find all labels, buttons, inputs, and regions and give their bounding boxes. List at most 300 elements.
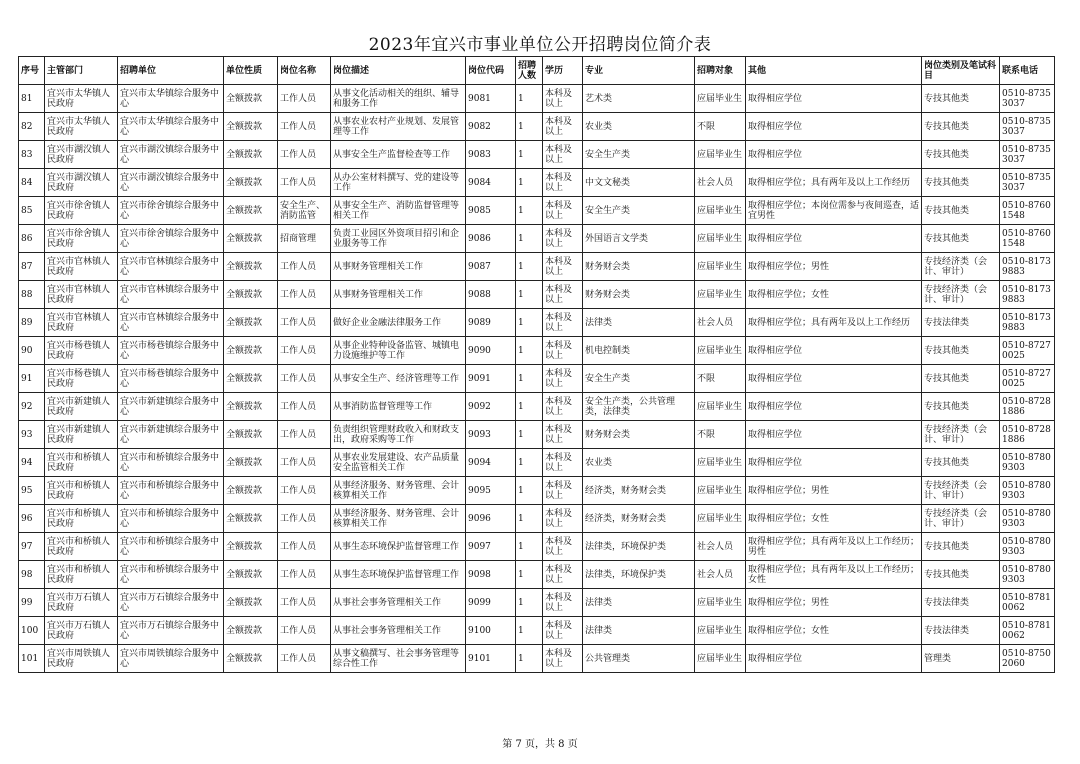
table-cell: 社会人员 [695,309,746,337]
table-cell: 本科及以上 [543,281,583,309]
table-cell: 从事经济服务、财务管理、会计核算相关工作 [331,477,466,505]
table-cell: 负责工业园区外资项目招引和企业服务等工作 [331,225,466,253]
table-row [19,645,1055,673]
table-cell: 0510-87601548 [1000,225,1055,253]
table-cell: 从事安全生产、经济管理等工作 [331,365,466,393]
table-cell: 宜兴市和桥镇综合服务中心 [118,477,224,505]
table-cell: 宜兴市和桥镇人民政府 [45,505,118,533]
table-cell: 宜兴市太华镇人民政府 [45,113,118,141]
table-cell: 0510-87809303 [1000,505,1055,533]
table-cell: 专技其他类 [922,561,1000,589]
table-cell: 财务财会类 [583,253,695,281]
table-cell: 从事生态环境保护监督管理工作 [331,533,466,561]
table-cell: 9091 [466,365,516,393]
table-cell: 工作人员 [278,85,331,113]
table-row [19,85,1055,113]
table-cell: 9096 [466,505,516,533]
column-header: 专业 [583,57,695,85]
table-cell: 从事财务管理相关工作 [331,281,466,309]
table-cell: 专技其他类 [922,225,1000,253]
table-cell: 9087 [466,253,516,281]
table-cell: 全额拨款 [224,253,278,281]
table-cell: 宜兴市和桥镇人民政府 [45,477,118,505]
table-cell: 0510-87353037 [1000,141,1055,169]
table-cell: 本科及以上 [543,561,583,589]
table-cell: 0510-87353037 [1000,169,1055,197]
table-cell: 专技经济类（会计、审计） [922,505,1000,533]
table-cell: 0510-87353037 [1000,113,1055,141]
table-cell: 机电控制类 [583,337,695,365]
table-cell: 本科及以上 [543,337,583,365]
table-cell: 从事文化活动相关的组织、辅导和服务工作 [331,85,466,113]
table-cell: 取得相应学位 [746,393,922,421]
table-cell: 81 [19,85,45,113]
table-cell: 0510-81739883 [1000,253,1055,281]
table-cell: 9082 [466,113,516,141]
table-cell: 外国语言文学类 [583,225,695,253]
table-cell: 95 [19,477,45,505]
table-cell: 97 [19,533,45,561]
table-cell: 0510-87809303 [1000,449,1055,477]
table-cell: 农业类 [583,449,695,477]
table-cell: 1 [516,561,543,589]
table-cell: 本科及以上 [543,477,583,505]
table-cell: 招商管理 [278,225,331,253]
table-cell: 取得相应学位 [746,449,922,477]
column-header: 岗位代码 [466,57,516,85]
table-cell: 宜兴市和桥镇人民政府 [45,561,118,589]
table-cell: 专技其他类 [922,533,1000,561]
table-cell: 1 [516,617,543,645]
table-cell: 农业类 [583,113,695,141]
table-cell: 9086 [466,225,516,253]
table-cell: 本科及以上 [543,225,583,253]
table-cell: 宜兴市新建镇人民政府 [45,421,118,449]
table-cell: 0510-87809303 [1000,477,1055,505]
table-cell: 96 [19,505,45,533]
table-cell: 应届毕业生 [695,85,746,113]
column-header: 其他 [746,57,922,85]
table-cell: 宜兴市官林镇人民政府 [45,253,118,281]
table-cell: 9088 [466,281,516,309]
table-cell: 艺术类 [583,85,695,113]
table-row [19,253,1055,281]
page-title: 2023年宜兴市事业单位公开招聘岗位简介表 [368,35,712,55]
table-cell: 1 [516,533,543,561]
table-cell: 本科及以上 [543,393,583,421]
table-cell: 全额拨款 [224,281,278,309]
table-cell: 全额拨款 [224,561,278,589]
table-cell: 9098 [466,561,516,589]
table-cell: 应届毕业生 [695,449,746,477]
table-cell: 应届毕业生 [695,225,746,253]
table-cell: 取得相应学位 [746,113,922,141]
table-cell: 工作人员 [278,281,331,309]
table-cell: 0510-81739883 [1000,309,1055,337]
table-cell: 安全生产类，公共管理类，法律类 [583,393,695,421]
table-cell: 社会人员 [695,561,746,589]
table-row [19,449,1055,477]
table-cell: 宜兴市湖㳇镇人民政府 [45,141,118,169]
table-cell: 从事财务管理相关工作 [331,253,466,281]
table-cell: 9100 [466,617,516,645]
table-cell: 工作人员 [278,337,331,365]
table-cell: 宜兴市杨巷镇人民政府 [45,365,118,393]
table-cell: 应届毕业生 [695,253,746,281]
table-cell: 宜兴市太华镇人民政府 [45,85,118,113]
job-table [18,56,1055,673]
table-header-row [19,57,1055,85]
table-row [19,393,1055,421]
table-cell: 全额拨款 [224,197,278,225]
table-cell: 0510-87270025 [1000,337,1055,365]
table-cell: 安全生产类 [583,197,695,225]
table-cell: 取得相应学位；女性 [746,617,922,645]
table-cell: 1 [516,589,543,617]
table-cell: 取得相应学位；具有两年及以上工作经历 [746,309,922,337]
table-cell: 不限 [695,113,746,141]
table-cell: 全额拨款 [224,309,278,337]
column-header: 招聘人数 [516,57,543,85]
table-cell: 安全生产、消防监管 [278,197,331,225]
table-cell: 99 [19,589,45,617]
table-row [19,421,1055,449]
table-cell: 取得相应学位 [746,337,922,365]
table-cell: 9083 [466,141,516,169]
table-cell: 取得相应学位；具有两年及以上工作经历；女性 [746,561,922,589]
table-cell: 本科及以上 [543,141,583,169]
table-cell: 88 [19,281,45,309]
table-row [19,141,1055,169]
table-cell: 工作人员 [278,533,331,561]
table-cell: 公共管理类 [583,645,695,673]
table-cell: 宜兴市官林镇综合服务中心 [118,253,224,281]
column-header: 岗位类别及笔试科目 [922,57,1000,85]
table-cell: 1 [516,645,543,673]
table-cell: 工作人员 [278,169,331,197]
table-cell: 专技经济类（会计、审计） [922,421,1000,449]
table-cell: 从事社会事务管理相关工作 [331,589,466,617]
table-cell: 89 [19,309,45,337]
column-header: 序号 [19,57,45,85]
table-cell: 94 [19,449,45,477]
table-row [19,113,1055,141]
table-cell: 本科及以上 [543,645,583,673]
table-cell: 宜兴市杨巷镇综合服务中心 [118,337,224,365]
table-cell: 宜兴市和桥镇综合服务中心 [118,505,224,533]
table-cell: 宜兴市万石镇人民政府 [45,617,118,645]
table-cell: 工作人员 [278,113,331,141]
table-cell: 经济类，财务财会类 [583,477,695,505]
table-cell: 从事生态环境保护监督管理工作 [331,561,466,589]
table-cell: 本科及以上 [543,197,583,225]
table-cell: 9081 [466,85,516,113]
table-cell: 92 [19,393,45,421]
column-header: 岗位描述 [331,57,466,85]
table-row [19,337,1055,365]
table-cell: 1 [516,505,543,533]
table-cell: 1 [516,253,543,281]
table-cell: 全额拨款 [224,449,278,477]
table-cell: 9101 [466,645,516,673]
table-cell: 1 [516,169,543,197]
table-cell: 宜兴市和桥镇人民政府 [45,449,118,477]
table-row [19,505,1055,533]
table-cell: 应届毕业生 [695,337,746,365]
table-cell: 宜兴市万石镇综合服务中心 [118,617,224,645]
table-cell: 1 [516,281,543,309]
page-footer: 第 7 页，共 8 页 [502,739,578,750]
table-cell: 9092 [466,393,516,421]
table-cell: 专技法律类 [922,589,1000,617]
table-cell: 1 [516,141,543,169]
table-row [19,561,1055,589]
column-header: 学历 [543,57,583,85]
table-cell: 工作人员 [278,309,331,337]
table-cell: 应届毕业生 [695,197,746,225]
table-cell: 社会人员 [695,533,746,561]
table-cell: 专技其他类 [922,449,1000,477]
table-cell: 从事消防监督管理等工作 [331,393,466,421]
table-cell: 专技其他类 [922,197,1000,225]
table-cell: 本科及以上 [543,113,583,141]
table-cell: 应届毕业生 [695,617,746,645]
table-cell: 9099 [466,589,516,617]
table-cell: 1 [516,85,543,113]
table-row [19,533,1055,561]
table-cell: 本科及以上 [543,617,583,645]
table-cell: 全额拨款 [224,337,278,365]
table-cell: 宜兴市万石镇综合服务中心 [118,589,224,617]
table-cell: 全额拨款 [224,85,278,113]
table-cell: 宜兴市万石镇人民政府 [45,589,118,617]
table-cell: 取得相应学位 [746,141,922,169]
table-cell: 9084 [466,169,516,197]
table-cell: 专技经济类（会计、审计） [922,477,1000,505]
table-row [19,197,1055,225]
table-cell: 1 [516,337,543,365]
column-header: 单位性质 [224,57,278,85]
table-row [19,365,1055,393]
table-cell: 财务财会类 [583,421,695,449]
table-cell: 宜兴市徐舍镇综合服务中心 [118,225,224,253]
table-cell: 做好企业金融法律服务工作 [331,309,466,337]
table-cell: 法律类 [583,617,695,645]
table-cell: 本科及以上 [543,505,583,533]
table-cell: 0510-87810062 [1000,589,1055,617]
table-cell: 本科及以上 [543,169,583,197]
table-cell: 中文文秘类 [583,169,695,197]
table-cell: 负责组织管理财政收入和财政支出，政府采购等工作 [331,421,466,449]
table-cell: 取得相应学位；男性 [746,589,922,617]
table-cell: 宜兴市和桥镇综合服务中心 [118,449,224,477]
table-row [19,589,1055,617]
table-cell: 从事安全生产监督检查等工作 [331,141,466,169]
table-cell: 宜兴市周铁镇综合服务中心 [118,645,224,673]
table-cell: 宜兴市杨巷镇综合服务中心 [118,365,224,393]
table-cell: 85 [19,197,45,225]
table-cell: 宜兴市官林镇人民政府 [45,309,118,337]
table-cell: 不限 [695,365,746,393]
table-cell: 9097 [466,533,516,561]
column-header: 主管部门 [45,57,118,85]
table-cell: 工作人员 [278,141,331,169]
table-cell: 专技其他类 [922,169,1000,197]
table-cell: 82 [19,113,45,141]
table-cell: 全额拨款 [224,113,278,141]
table-cell: 全额拨款 [224,645,278,673]
table-cell: 9089 [466,309,516,337]
table-cell: 1 [516,113,543,141]
table-cell: 工作人员 [278,253,331,281]
table-cell: 应届毕业生 [695,589,746,617]
table-row [19,617,1055,645]
table-cell: 宜兴市和桥镇综合服务中心 [118,533,224,561]
table-cell: 宜兴市官林镇人民政府 [45,281,118,309]
table-cell: 全额拨款 [224,477,278,505]
table-cell: 工作人员 [278,449,331,477]
table-cell: 0510-87502060 [1000,645,1055,673]
table-cell: 本科及以上 [543,365,583,393]
table-cell: 1 [516,309,543,337]
table-cell: 工作人员 [278,589,331,617]
table-cell: 应届毕业生 [695,393,746,421]
table-cell: 1 [516,365,543,393]
table-cell: 全额拨款 [224,169,278,197]
table-cell: 专技其他类 [922,393,1000,421]
table-cell: 宜兴市太华镇综合服务中心 [118,85,224,113]
table-cell: 0510-87270025 [1000,365,1055,393]
table-cell: 宜兴市官林镇综合服务中心 [118,309,224,337]
table-cell: 取得相应学位；男性 [746,477,922,505]
table-cell: 全额拨款 [224,617,278,645]
table-cell: 从事农业农村产业规划、发展管理等工作 [331,113,466,141]
table-cell: 全额拨款 [224,505,278,533]
table-cell: 专技法律类 [922,617,1000,645]
table-cell: 安全生产类 [583,365,695,393]
table-cell: 应届毕业生 [695,281,746,309]
table-cell: 9094 [466,449,516,477]
column-header: 联系电话 [1000,57,1055,85]
table-cell: 取得相应学位；本岗位需参与夜间巡查，适宜男性 [746,197,922,225]
table-cell: 取得相应学位 [746,85,922,113]
table-cell: 本科及以上 [543,253,583,281]
table-cell: 宜兴市徐舍镇人民政府 [45,225,118,253]
table-cell: 工作人员 [278,421,331,449]
table-cell: 全额拨款 [224,533,278,561]
table-cell: 工作人员 [278,645,331,673]
table-cell: 取得相应学位；具有两年及以上工作经历；男性 [746,533,922,561]
table-cell: 从事经济服务、财务管理、会计核算相关工作 [331,505,466,533]
table-cell: 全额拨款 [224,393,278,421]
table-cell: 0510-81739883 [1000,281,1055,309]
table-cell: 专技其他类 [922,85,1000,113]
table-cell: 本科及以上 [543,589,583,617]
table-cell: 应届毕业生 [695,505,746,533]
table-cell: 宜兴市官林镇综合服务中心 [118,281,224,309]
table-cell: 0510-87601548 [1000,197,1055,225]
table-cell: 取得相应学位 [746,645,922,673]
table-row [19,169,1055,197]
table-cell: 98 [19,561,45,589]
table-cell: 法律类 [583,309,695,337]
table-cell: 91 [19,365,45,393]
table-cell: 取得相应学位；具有两年及以上工作经历 [746,169,922,197]
table-cell: 全额拨款 [224,365,278,393]
table-cell: 全额拨款 [224,589,278,617]
table-cell: 应届毕业生 [695,477,746,505]
table-cell: 不限 [695,421,746,449]
table-cell: 100 [19,617,45,645]
table-cell: 法律类，环境保护类 [583,561,695,589]
table-cell: 宜兴市杨巷镇人民政府 [45,337,118,365]
table-cell: 1 [516,421,543,449]
table-cell: 从事农业发展建设、农产品质量安全监管相关工作 [331,449,466,477]
table-row [19,477,1055,505]
table-cell: 宜兴市湖㳇镇综合服务中心 [118,141,224,169]
table-cell: 财务财会类 [583,281,695,309]
table-cell: 1 [516,477,543,505]
table-cell: 从事社会事务管理相关工作 [331,617,466,645]
table-cell: 取得相应学位；女性 [746,505,922,533]
table-cell: 101 [19,645,45,673]
table-cell: 9095 [466,477,516,505]
table-cell: 本科及以上 [543,85,583,113]
table-cell: 宜兴市太华镇综合服务中心 [118,113,224,141]
table-cell: 87 [19,253,45,281]
table-cell: 专技经济类（会计、审计） [922,253,1000,281]
column-header: 招聘单位 [118,57,224,85]
table-cell: 宜兴市湖㳇镇人民政府 [45,169,118,197]
table-cell: 应届毕业生 [695,141,746,169]
table-cell: 宜兴市和桥镇综合服务中心 [118,561,224,589]
table-cell: 宜兴市新建镇人民政府 [45,393,118,421]
column-header: 招聘对象 [695,57,746,85]
table-cell: 宜兴市徐舍镇人民政府 [45,197,118,225]
table-cell: 0510-87281886 [1000,393,1055,421]
table-cell: 从办公室材料撰写、党的建设等工作 [331,169,466,197]
table-row [19,281,1055,309]
table-cell: 本科及以上 [543,309,583,337]
table-cell: 法律类，环境保护类 [583,533,695,561]
table-cell: 法律类 [583,589,695,617]
table-cell: 宜兴市新建镇综合服务中心 [118,421,224,449]
table-cell: 取得相应学位；男性 [746,253,922,281]
table-cell: 宜兴市周铁镇人民政府 [45,645,118,673]
table-cell: 0510-87353037 [1000,85,1055,113]
table-cell: 专技其他类 [922,141,1000,169]
table-cell: 84 [19,169,45,197]
table-cell: 0510-87810062 [1000,617,1055,645]
table-cell: 9093 [466,421,516,449]
table-cell: 取得相应学位 [746,225,922,253]
table-row [19,225,1055,253]
table-cell: 宜兴市新建镇综合服务中心 [118,393,224,421]
table-cell: 专技法律类 [922,309,1000,337]
table-cell: 专技其他类 [922,365,1000,393]
table-cell: 工作人员 [278,393,331,421]
table-cell: 本科及以上 [543,421,583,449]
table-cell: 全额拨款 [224,225,278,253]
table-cell: 专技经济类（会计、审计） [922,281,1000,309]
table-cell: 社会人员 [695,169,746,197]
table-cell: 从事安全生产、消防监督管理等相关工作 [331,197,466,225]
table-cell: 工作人员 [278,561,331,589]
table-cell: 宜兴市徐舍镇综合服务中心 [118,197,224,225]
table-cell: 1 [516,449,543,477]
table-cell: 工作人员 [278,505,331,533]
table-cell: 宜兴市湖㳇镇综合服务中心 [118,169,224,197]
